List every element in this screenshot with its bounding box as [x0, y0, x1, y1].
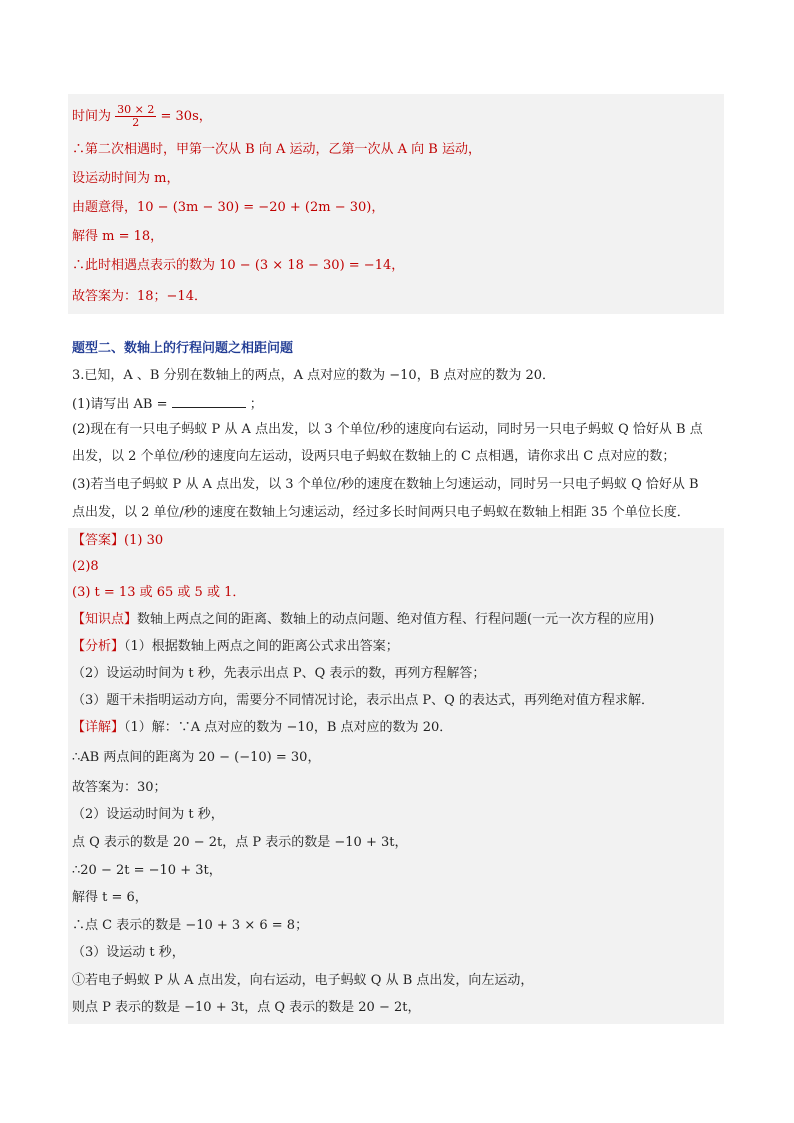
section-title: 题型二、数轴上的行程问题之相距问题: [72, 341, 294, 356]
detail-line-8: ∴点 C 表示的数是 −10 + 3 × 6 = 8；: [72, 918, 309, 933]
problem-part-1: (1)请写出 AB = ；: [72, 397, 263, 412]
analysis-line-1: 【分析】（1）根据数轴上两点之间的距离公式求出答案；: [72, 639, 399, 654]
detail-line-10: ①若电子蚂蚁 P 从 A 点出发，向右运动，电子蚂蚁 Q 从 B 点出发，向左运动，: [72, 973, 534, 988]
analysis-label: 【分析】: [72, 639, 125, 654]
solution-line: ∴此时相遇点表示的数为 10 − (3 × 18 − 30) = −14，: [72, 258, 405, 273]
detail-line-7: 解得 t = 6，: [72, 890, 148, 905]
detail-line-4: （2）设运动时间为 t 秒，: [72, 807, 224, 822]
problem-intro: 3.已知，A 、B 分别在数轴上的两点，A 点对应的数为 −10，B 点对应的数为 20．: [72, 368, 556, 383]
detail-line-6: ∴20 − 2t = −10 + 3t，: [72, 863, 222, 878]
solution-line: 故答案为：18；−14．: [72, 289, 207, 304]
analysis-line-3: （3）题干未指明运动方向，需要分不同情况讨论，表示出点 P、Q 的表达式，再列绝对值方程求解．: [72, 693, 654, 708]
analysis-line-2: （2）设运动时间为 t 秒，先表示出点 P、Q 表示的数，再列方程解答；: [72, 666, 486, 681]
knowledge-label: 【知识点】: [72, 612, 138, 627]
detail-line-9: （3）设运动 t 秒，: [72, 945, 185, 960]
detail-label: 【详解】: [72, 720, 125, 735]
solution-line: ∴第二次相遇时，甲第一次从 B 向 A 运动，乙第一次从 A 向 B 运动，: [72, 142, 481, 157]
detail-line-11: 则点 P 表示的数是 −10 + 3t，点 Q 表示的数是 20 − 2t，: [72, 1000, 421, 1015]
detail-line-5: 点 Q 表示的数是 20 − 2t，点 P 表示的数是 −10 + 3t，: [72, 835, 408, 850]
detail-line-1: 【详解】（1）解：∵A 点对应的数为 −10，B 点对应的数为 20．: [72, 720, 453, 735]
knowledge-point: 【知识点】数轴上两点之间的距离、数轴上的动点问题、绝对值方程、行程问题(一元一次方程的应用): [72, 612, 655, 627]
fraction: $\frac{30 \times 2}{2}$: [117, 103, 155, 129]
detail-line-2: ∴AB 两点间的距离为 20 − (−10) = 30，: [72, 750, 321, 765]
answer-line-3: (3) t = 13 或 65 或 5 或 1．: [72, 585, 246, 600]
problem-part-3: (3)若当电子蚂蚁 P 从 A 点出发，以 3 个单位/秒的速度在数轴上匀速运动，同时另一只电子蚂蚁 Q 恰好从 B: [72, 477, 699, 492]
answer-line-2: (2)8: [72, 559, 99, 574]
solution-line: 解得 m = 18，: [72, 229, 164, 244]
problem-part-3-cont: 点出发，以 2 单位/秒的速度在数轴上匀速运动，经过多长时间两只电子蚂蚁在数轴上相距 35 个单位长度．: [72, 505, 690, 520]
answer-blank: [172, 395, 246, 408]
detail-line-3: 故答案为：30；: [72, 780, 167, 795]
problem-part-2: (2)现在有一只电子蚂蚁 P 从 A 点出发，以 3 个单位/秒的速度向右运动，同时另一只电子蚂蚁 Q 恰好从 B 点: [72, 422, 703, 437]
answer-label: 【答案】: [72, 533, 125, 548]
answer-line: 【答案】(1) 30: [72, 533, 164, 548]
solution-line: 设运动时间为 m，: [72, 171, 180, 186]
solution-line-time: 时间为 $\frac{30 \times 2}{2}$ = 30s，: [72, 103, 212, 129]
problem-part-2-cont: 出发，以 2 个单位/秒的速度向左运动，设两只电子蚂蚁在数轴上的 C 点相遇，请你求出 C 点对应的数；: [72, 449, 676, 464]
solution-line: 由题意得，10 − (3m − 30) = −20 + (2m − 30)，: [72, 200, 385, 215]
